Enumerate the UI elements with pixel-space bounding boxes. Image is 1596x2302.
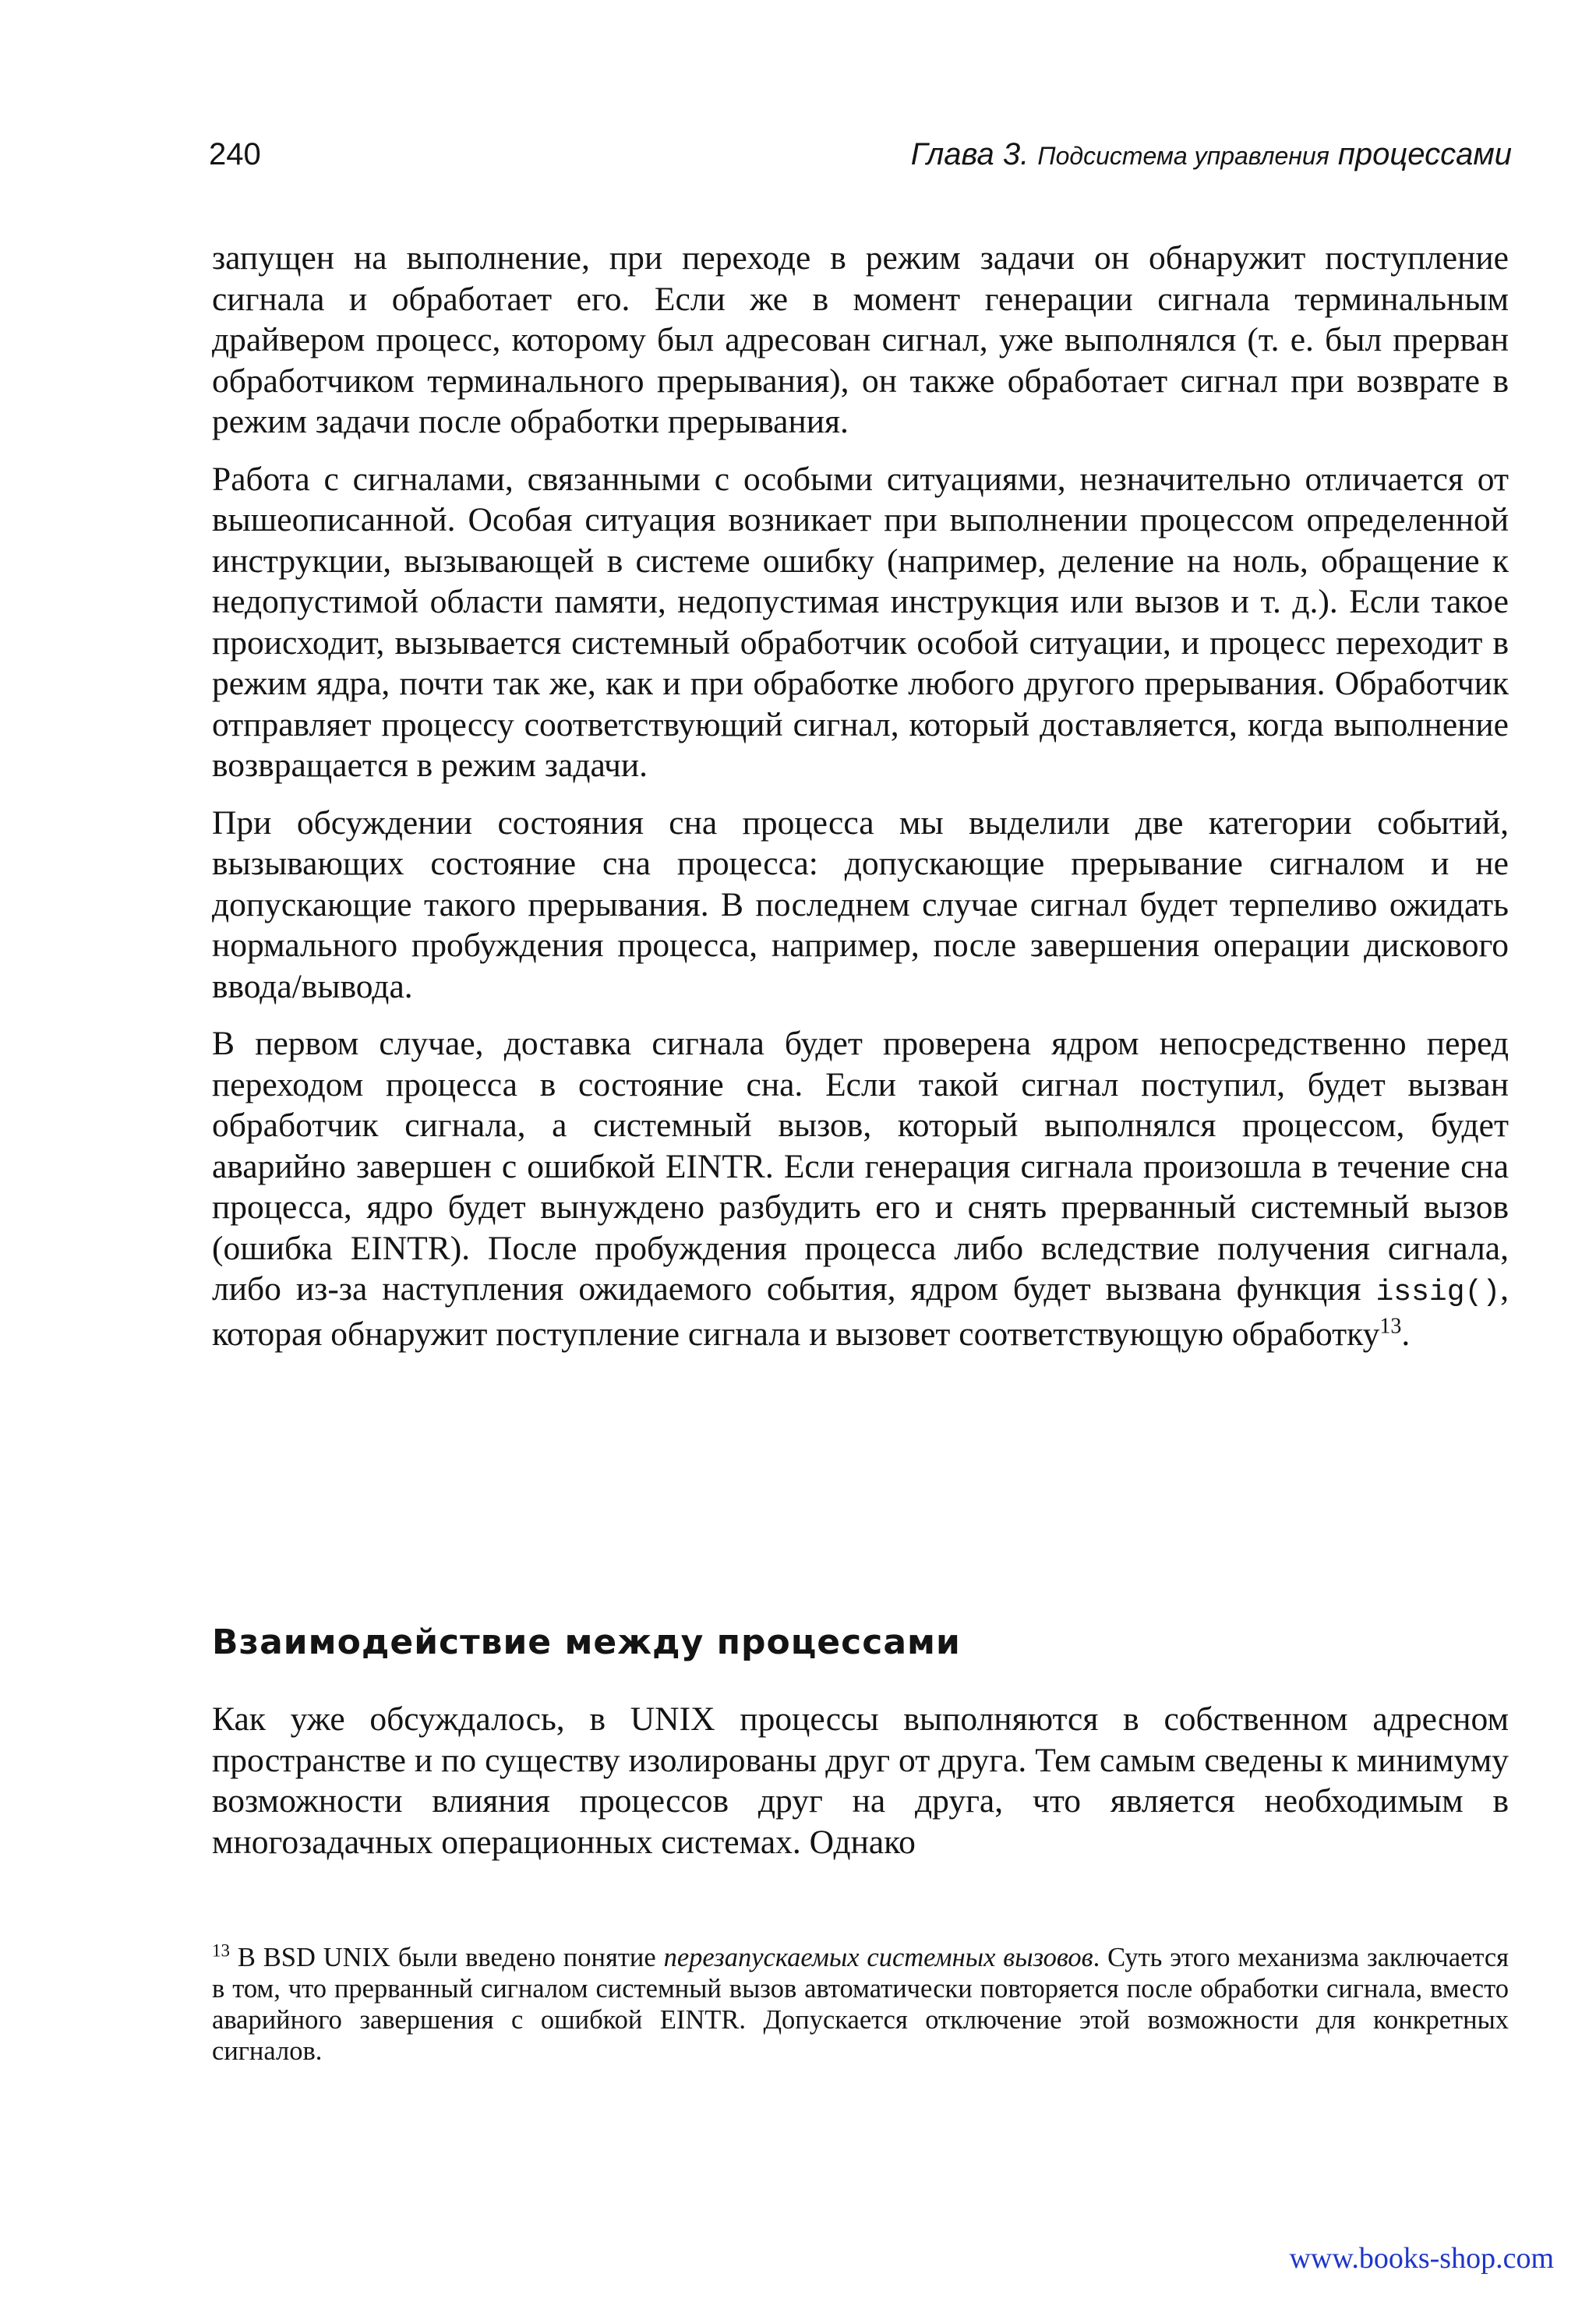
section-heading: Взаимодействие между процессами [212, 1622, 961, 1662]
footnote-reference: 13 [1379, 1314, 1402, 1338]
footnote [212, 1942, 1509, 2067]
paragraph-3: При обсуждении состояния сна процесса мы выделили две категории событий, вызывающих состояние сна процесса: допускающие прерывание сигналом и не допускающие такого прерывания. В последнем случае сигнал будет терпеливо ожидать нормального пробуждения процесса, например, после завершения операции дискового ввода/вывода. [212, 803, 1509, 1005]
chapter-label: Глава 3. [910, 137, 1029, 171]
footnote-text-end: . Суть этого механизма заключается в том, что прерванный сигналом системный вызов автоматически повторяется после обработки сигнала, вместо аварийного завершения с ошибкой EINTR. Допускается отключение этой возможности для конкретных сигналов. [212, 1943, 1509, 2066]
paragraph-4 [212, 1023, 1509, 1354]
chapter-subtitle: Подсистема управления [1037, 142, 1329, 170]
chapter-subtitle-end: процессами [1337, 137, 1512, 171]
paragraph-1: запущен на выполнение, при переходе в режим задачи он обнаружит поступление сигнала и обработает его. Если же в момент генерации сигнала терминальным драйвером процесс, которому был адресован сигнал, уже выполнялся (т. е. был прерван обработчиком терминального прерывания), он также обработает сигнал при возврате в режим задачи после обработки прерывания. [212, 239, 1509, 440]
paragraph-4-end: . [1401, 1315, 1411, 1353]
function-name: issig() [1375, 1276, 1501, 1309]
footnote-text-start: В BSD UNIX были введено понятие [237, 1943, 656, 1972]
paragraph-4-tail: , которая обнаружит поступление сигнала и вызовет соответствующую обработку [212, 1270, 1509, 1353]
footnote-term: перезапускаемых системных вызовов [663, 1943, 1093, 1972]
footnote-marker: 13 [212, 1940, 230, 1961]
running-head [209, 131, 1512, 178]
page-number: 240 [209, 137, 261, 171]
paragraph-2: Работа с сигналами, связанными с особыми ситуациями, незначительно отличается от вышеописанной. Особая ситуация возникает при выполнении процессом определенной инструкции, вызывающей в системе ошибку (например, деление на ноль, обращение к недопустимой области памяти, недопустимая инструкция или вызов и т. д.). Если такое происходит, вызывается системный обработчик особой ситуации, и процесс переходит в режим ядра, почти так же, как и при обработке любого другого прерывания. Обработчик отправляет процессу соответствующий сигнал, который доставляется, когда выполнение возвращается в режим задачи. [212, 460, 1509, 784]
paragraph-4-text: В первом случае, доставка сигнала будет проверена ядром непосредственно перед переходом процесса в состояние сна. Если такой сигнал поступил, будет вызван обработчик сигнала, а системный вызов, который выполнялся процессом, будет аварийно завершен с ошибкой EINTR. Если генерация сигнала произошла в течение сна процесса, ядро будет вынуждено разбудить его и снять прерванный системный вызов (ошибка EINTR). После пробуждения процесса либо вследствие получения сигнала, либо из-за наступления ожидаемого события, ядром будет вызвана функция [212, 1025, 1509, 1308]
section-paragraph: Как уже обсуждалось, в UNIX процессы выполняются в собственном адресном пространстве и по существу изолированы друг от друга. Тем самым сведены к минимуму возможности влияния процессов друг на друга, что является необходимым в многозадачных операционных системах. Однако [212, 1700, 1509, 1861]
watermark-link[interactable]: www.books-shop.com [1289, 2242, 1554, 2275]
chapter-title [911, 131, 1512, 179]
body-text [212, 238, 1509, 1371]
